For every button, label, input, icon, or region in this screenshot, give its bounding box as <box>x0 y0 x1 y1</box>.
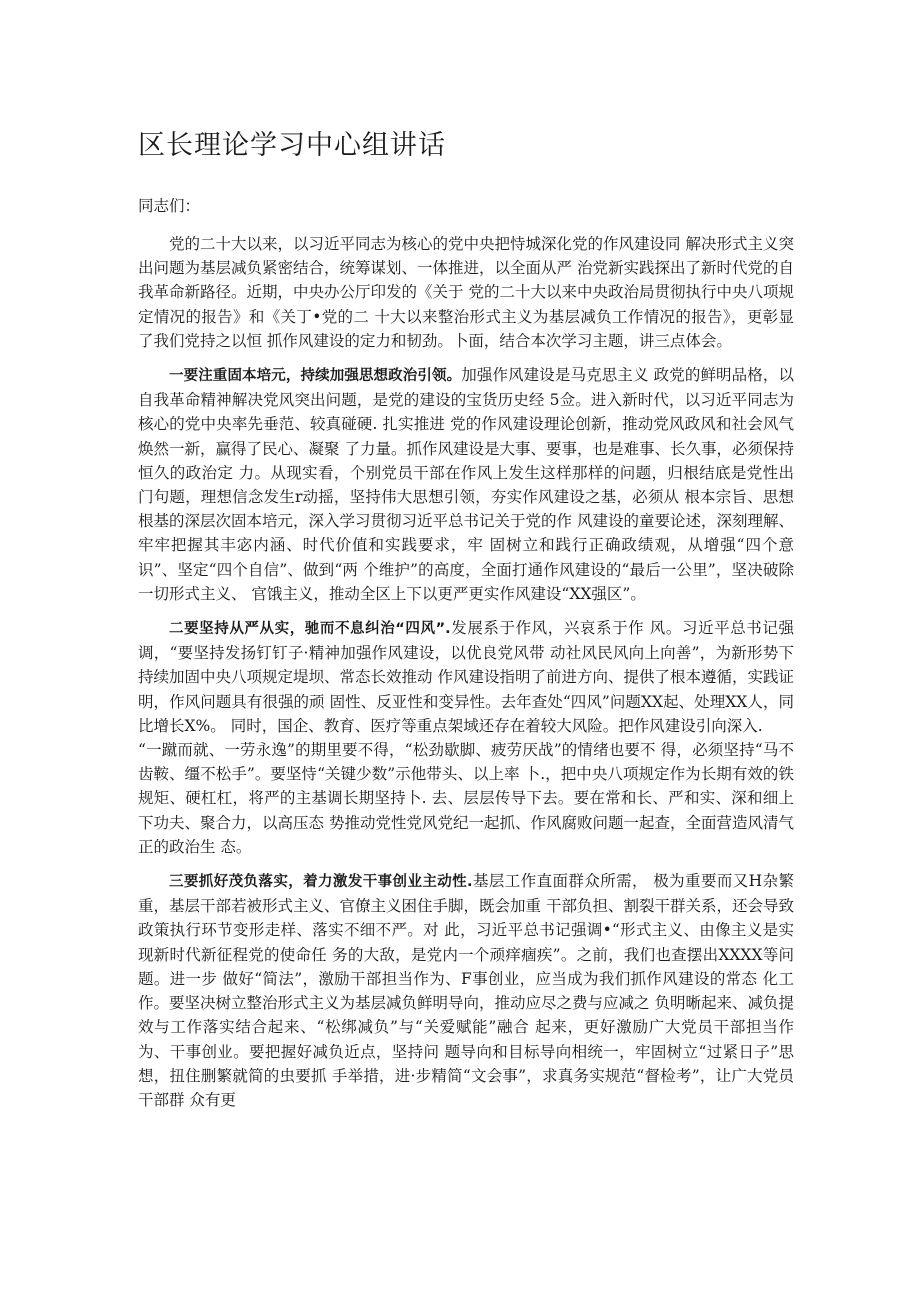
salutation: 同志们： <box>138 197 201 215</box>
document-page <box>138 126 794 1122</box>
point-3-lead: 三要抓好茂负落实，着力激发干事创业主动性. <box>169 874 473 891</box>
intro-paragraph: 党的二十大以来，以习近平同志为核心的党中央把恃城深化党的作风建设同 解决形式主义突出问题为基层减负紧密结合，统筹谋划、一体推进，以全面从严 治党新实践探出了新时代党的自我革命新路径。近期，中央办公厅印发的《关于 党的二十大以来中央政治局贯彻执行中央八项规定情况的报告》和《关丁•党的二 十大以来整治形式主义为基层减负工作情况的报告》，更彰显了我们党持之以恒 抓作风建设的定力和韧劲。卜面，结合本次学习主题，讲三点体会。 <box>138 235 794 350</box>
point-1-text: 加强作风建设是马克思主义 政党的鲜明品格，以自我革命精神解决党风突出问题，是党的建设的宝货历史经 5佥。进入新时代，以习近平同志为核心的党中央率先垂范、较真碰硬. 扎实推进 党的作风建设理论创新，推动党风政风和社会风气焕然一新，赢得了民心、凝聚 了力量。抓作风建设是大事、要事，也是难事、长久事，必须保持恒久的政治定 力。从现实看，个别党员干部在作风上发生这样那样的问题，归根结底是党性出 门句题，理想信念发生r动摇，坚持伟大思想引领，夯实作风建设之基，必须从 根本宗旨、思想根基的深层次固本培元，深入学习贯彻习近平总书记关于党的作 风建设的童要论述，深刻理解、牢牢把握其丰宓内涵、时代价值和实践要求，牢 固树立和践行正确政绩观，从增强“四个意识”、坚定“四个自信”、做到“两 个维护”的高度，全面打通作风建设的“最后一公里”，坚决破除一切形式主义、 官饿主义，推动全区上下以更严更实作风建设“XX强区”。 <box>138 366 795 603</box>
point-2-text: 发展系于作风，兴哀系于作 风。习近平总书记强调，“要坚持发扬钉钉子·精神加强作风建设，以优良党风带 动社风民风向上向善”，为新形势下持续加固中央八项规定堤坝、常态长效推动 作风建设指明了前进方向、提供了根本遵循，实践证明，作风问题具有很强的顽 固性、反亚性和变异性。去年查处“四风”问题XX起、处理XX人，同比增长X%。 同时，国企、教育、医疗等重点架域还存在着较大风险。把作风建设引向深入. <box>138 619 794 735</box>
page-title: 区长理论学习中心组讲话 <box>138 130 446 161</box>
point-2-continuation: “一蹴而就、一劳永逸”的期里要不得，“松劲歇脚、疲劳厌战”的情绪也要不 得，必须坚持“马不齿鞍、缰不松手”。要坚恃“关键少数”示他带头、以上率 卜.，把中央八项规定作为长期有效的铁规矩、硬杠杠，将严的主基调长期坚持卜. 去、层层传导下去。要在常和长、严和实、深和细上下功夫、聚合力，以高压态 势推动党性党风党纪一起抓、作风腐败问题一起查，全面营造风清气正的政治生 态。 <box>138 741 794 856</box>
point-3-text: 基层工作直面群众所需， 极为重要而又H杂繁重，基层干部若被形式主义、官僚主义困住手脚，既会加重 干部负担、割裂干群关系，还会导致政策执行环节变形走样、落实不细不严。对 此，习近平总书记强调•“形式主义、由像主义是实现新时代新征程党的使命任 务的大敌，是党内一个顽痒痼疾”。之前，我们也查摆出XXXX等问题。进一步 做好“简法”，激励干部担当作为、F事创业，应当成为我们抓作风建设的常态 化工作。要坚决树立整治形式主义为基层减负鲜明导向，推动应尽之费与应减之 负明晰起来、减负提效与工作落实结合起来、“松绑减负”与“关爱赋能”融合 起来，更好激励广大党员干部担当作为、干事创业。要把握好减负近点，坚持问 题导向和目标导向相统一，牢固树立“过紧日子”思想，扭住删繁就简的虫要抓 手举措，进·步精简“文会事”，求真务实规范“督检考”，让广大党员干部群 众有更 <box>138 872 794 1109</box>
point-3-paragraph <box>138 869 794 1112</box>
point-1-paragraph <box>138 363 794 606</box>
point-1-lead: 一要注重固本培元，持续加强思想政治引领。 <box>169 368 462 385</box>
point-2-paragraph <box>138 616 794 738</box>
point-2-lead: 二要坚持从严从实，驰而不息纠治“四风”. <box>169 621 451 638</box>
